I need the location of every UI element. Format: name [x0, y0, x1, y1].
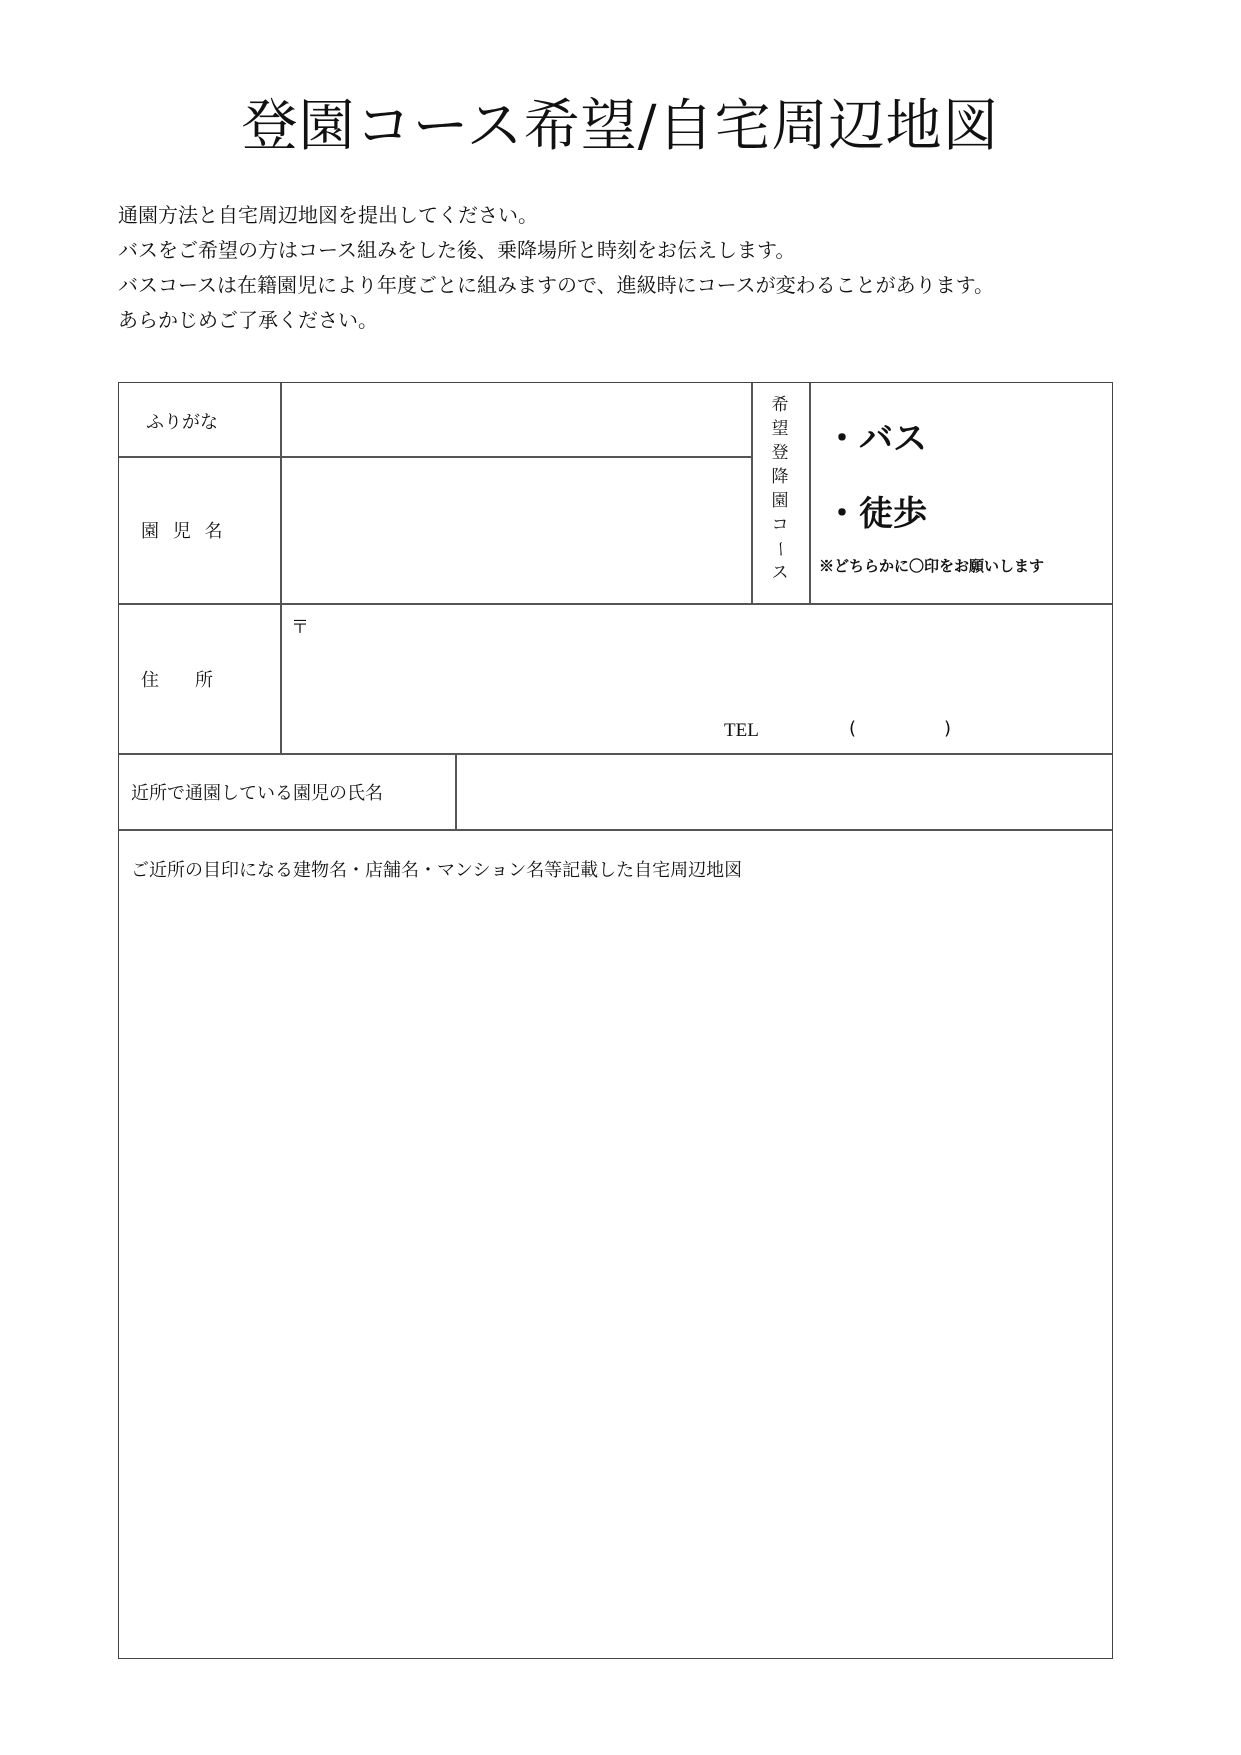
furigana-field[interactable]	[282, 383, 750, 455]
tel-label: TEL	[724, 720, 759, 741]
intro-line: あらかじめご了承ください。	[118, 308, 378, 332]
tel-paren-open: (	[849, 718, 857, 739]
postal-mark: 〒	[291, 617, 309, 638]
intro-line: バスをご希望の方はコース組みをした後、乗降場所と時刻をお伝えします。	[118, 238, 796, 262]
address-field[interactable]	[282, 605, 1111, 715]
divider	[751, 383, 753, 603]
child-name-label: 園 児 名	[141, 521, 227, 542]
neighbor-name-field[interactable]	[457, 755, 1111, 828]
intro-line: バスコースは在籍園児により年度ごとに組みますので、進級時にコースが変わることがあります。	[118, 273, 994, 297]
page-title: 登園コース希望/自宅周辺地図	[241, 94, 1000, 159]
application-form	[118, 382, 1113, 1659]
address-label: 住 所	[141, 670, 213, 691]
tel-field[interactable]	[784, 717, 1084, 751]
option-bus[interactable]: ・バス	[825, 419, 927, 459]
course-note: ※どちらかに〇印をお願いします	[819, 557, 1045, 575]
intro-text	[118, 198, 994, 338]
course-label: 希 望 登 降 園 コ ー ス	[770, 395, 790, 583]
divider	[809, 383, 811, 603]
child-name-field[interactable]	[282, 458, 750, 602]
neighbor-label: 近所で通園している園児の氏名	[131, 783, 383, 804]
tel-paren-close: )	[944, 718, 952, 739]
option-walk[interactable]: ・徒歩	[825, 494, 927, 534]
intro-line: 通園方法と自宅周辺地図を提出してください。	[118, 203, 538, 227]
furigana-label: ふりがな	[146, 412, 218, 433]
map-drawing-area[interactable]	[119, 831, 1112, 1658]
map-label: ご近所の目印になる建物名・店舗名・マンション名等記載した自宅周辺地図	[131, 860, 743, 881]
